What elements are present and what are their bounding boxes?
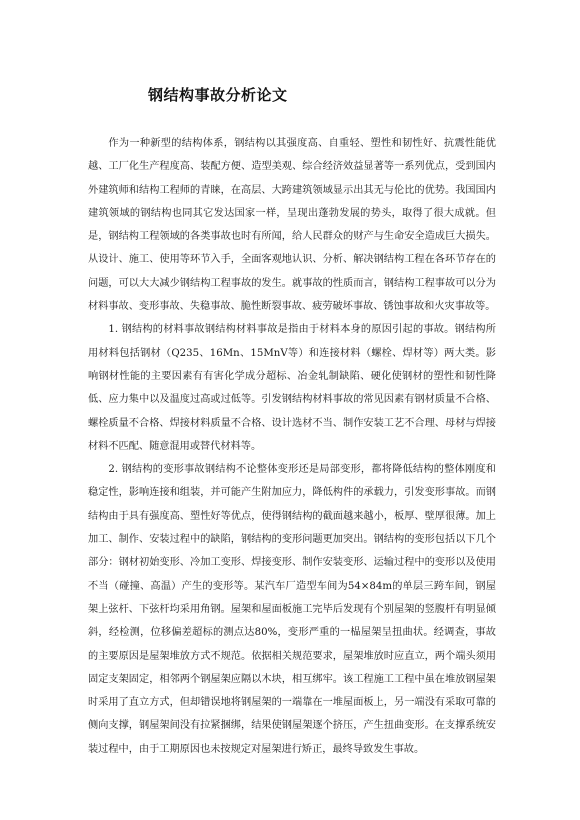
paragraph-material-accident: 1. 钢结构的材料事故钢结构材料事故是指由于材料本身的原因引起的事故。钢结构所用材料包括钢材（Q235、16Mn、15MnV等）和连接材料（螺栓、焊材等）两大类。影响钢材性能的主要因素有有害化学成分超标、冶金轧制缺陷、硬化使钢材的塑性和韧性降低、应力集中以及温度过高或过低等。引发钢结构材料事故的常见因素有钢材质量不合格、螺栓质量不合格、焊接材料质量不合格、设计选材不当、制作安装工艺不合理、母材与焊接材料不匹配、随意混用或替代材料等。 bbox=[88, 324, 496, 452]
document-title: 钢结构事故分析论文 bbox=[148, 86, 288, 104]
paragraph-deformation-accident: 2. 钢结构的变形事故钢结构不论整体变形还是局部变形，都将降低结构的整体刚度和稳定性，影响连接和组装，并可能产生附加应力，降低构件的承载力，引发变形事故。而钢结构由于具有强度高、塑性好等优点，使得钢结构的截面越来越小，板厚、壁厚很薄。加上加工、制作、安装过程中的缺陷，钢结构的变形问题更加突出。钢结构的变形包括以下几个部分：钢材初始变形、冷加工变形、焊接变形、制作安装变形、运输过程中的变形以及使用不当（碰撞、高温）产生的变形等。某汽车厂造型车间为54×84m的单层三跨车间，钢屋架上弦杆、下弦杆均采用角钢。屋架和屋面板施工完毕后发现有个别屋架的竖腹杆有明显倾斜，经检测，位移偏差超标的测点达80%，变形严重的一榀屋架呈扭曲状。经调查，事故的主要原因是屋架堆放方式不规范。依据相关规范要求，屋架堆放时应直立，两个端头须用固定支架固定，相邻两个钢屋架应隔以木块，相互绑牢。该工程施工工程中虽在堆放钢屋架时采用了直立方式，但却错误地将钢屋架的一端靠在一堆屋面板上，另一端没有采取可靠的侧向支撑，钢屋架间没有拉紧捆绑，结果使钢屋架逐个挤压，产生扭曲变形。在支撑系统安装过程中，由于工期原因也未按规定对屋架进行矫正，最终导致发生事故。 bbox=[88, 464, 496, 755]
document-body bbox=[88, 132, 496, 761]
paragraph-intro: 作为一种新型的结构体系，钢结构以其强度高、自重轻、塑性和韧性好、抗震性能优越、工厂化生产程度高、装配方便、造型美观、综合经济效益显著等一系列优点，受到国内外建筑师和结构工程师的青睐，在高层、大跨建筑领域显示出其无与伦比的优势。我国国内建筑领域的钢结构也同其它发达国家一样，呈现出蓬勃发展的势头，取得了很大成就。但是，钢结构工程领域的各类事故也时有所闻，给人民群众的财产与生命安全造成巨大损失。从设计、施工、使用等环节入手，全面客观地认识、分析、解决钢结构工程在各环节存在的问题，可以大大减少钢结构工程事故的发生。就事故的性质而言，钢结构工程事故可以分为材料事故、变形事故、失稳事故、脆性断裂事故、疲劳破坏事故、锈蚀事故和火灾事故等。 bbox=[88, 138, 496, 313]
